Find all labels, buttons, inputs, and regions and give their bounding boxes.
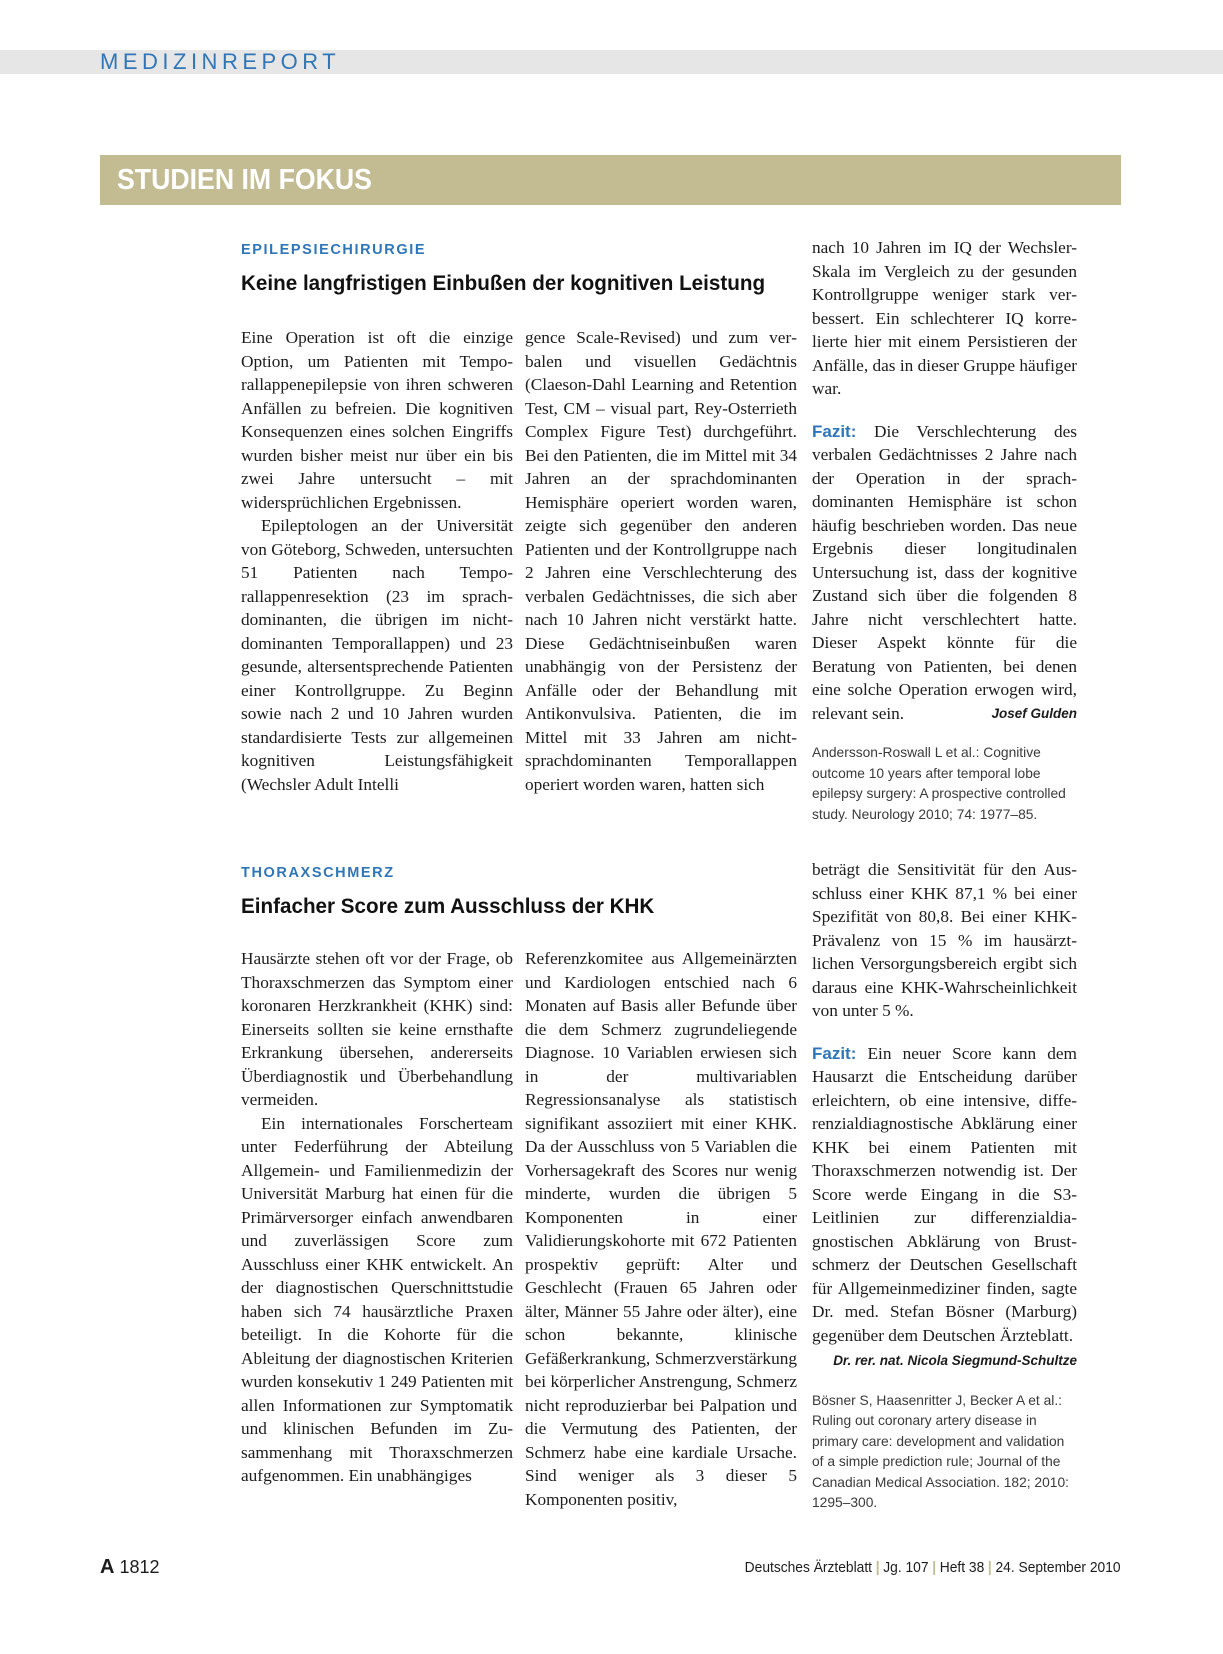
article1-paragraph: Eine Operation ist oft die einzige Option, um Patienten mit Temporallappenepilepsie von ihren schweren Anfällen zu befreien. Die kognitiven Konsequenzen eines solchen Eingriffs wurden bisher meist nur über ein bis zwei Jahre untersucht – mit widersprüchlichen Ergebnissen. — [241, 328, 513, 512]
journal-name: Deutsches Ärzteblatt — [745, 1559, 873, 1576]
article2-column-1 — [241, 947, 513, 1488]
article2-paragraph: Hausärzte stehen oft vor der Frage, ob Thoraxschmerzen das Symptom einer koronaren Herzkrankheit (KHK) sind: Einerseits sollten sie keine ernsthafte Erkrankung übersehen, andererseits Überdiagnostik und Überbehandlung vermeiden. — [241, 949, 513, 1109]
footer-separator: | — [932, 1559, 937, 1576]
footer-separator: | — [988, 1559, 993, 1576]
article2-column-3 — [812, 858, 1077, 1514]
fazit-label: Fazit: — [812, 1043, 857, 1063]
article1-reference: Andersson-Roswall L et al.: Cognitive outcome 10 years after temporal lobe epilepsy surgery: A prospective controlled study. Neurology 2010; 74: 1977–85. — [812, 745, 1066, 822]
article2-fazit — [812, 1042, 1077, 1348]
article1-author: Josef Gulden — [991, 705, 1077, 721]
article1-kicker: EPILEPSIECHIRURGIE — [241, 242, 427, 258]
article2-kicker: THORAXSCHMERZ — [241, 865, 395, 881]
fazit-text: Ein neuer Score kann dem Hausarzt die Entscheidung darüber erleichtern, ob eine intensive, differenzialdiagnostische Abklärung einer KHK bei einem Patienten mit Thoraxschmerzen notwendig ist. Der Score werde Eingang in die S3-Leitlinien zur differenzialdiagnostischen Abklärung von Brustschmerz der Deutschen Gesellschaft für Allgemeinmediziner finden, sagte Dr. med. Stefan Bösner (Marburg) gegenüber dem Deutschen Ärzteblatt. — [812, 1043, 1077, 1345]
article1-column-2 — [525, 326, 797, 796]
page-number-value: 1812 — [119, 1557, 160, 1577]
article1-paragraph: nach 10 Jahren im IQ der Wechsler-Skala im Vergleich zu der gesunden Kontrollgruppe weniger stark verbessert. Ein schlechterer IQ korrelierte hier mit einem Persistieren der Anfälle, das in dieser Gruppe häufiger war. — [812, 238, 1077, 398]
article1-headline: Keine langfristigen Einbußen der kognitiven Leistung — [241, 271, 766, 295]
article2-author: Dr. rer. nat. Nicola Siegmund-Schultze — [833, 1353, 1077, 1368]
section-banner — [100, 155, 1121, 205]
article2-column-2 — [525, 947, 797, 1511]
article2-reference: Bösner S, Haasenritter J, Becker A et al.: Ruling out coronary artery disease in primary care: development and validation of a simple prediction rule; Journal of the Canadian Medical Association. 182; 2010: 1295–300. — [812, 1392, 1069, 1510]
section-label: MEDIZINREPORT — [100, 49, 341, 74]
article1-paragraph: gence Scale-Revised) und zum verbalen und visuellen Gedächtnis (Claeson-Dahl Learning and Retention Test, CM – visual part, Rey-Osterrieth Complex Figure Test) durchgeführt. Bei den Patienten, die im Mittel mit 34 Jahren an der sprachdominanten Hemisphäre operiert worden waren, zeigte sich gegenüber den anderen Patienten und der Kontrollgruppe nach 2 Jahren eine Verschlechterung des verbalen Gedächtnisses, die sich aber nach 10 Jahren nicht verstärkt hatte. Diese Gedächtniseinbußen waren unabhängig von der Persistenz der Anfälle oder der Behandlung mit Antikonvulsiva. Patienten, die im Mittel mit 33 Jahren am nichtsprachdominanten Temporallappen operiert worden waren, hatten sich — [525, 328, 797, 794]
article1-fazit — [812, 420, 1077, 726]
article2-paragraph: Referenzkomitee aus Allgemeinärzten und Kardiologen entschied nach 6 Monaten auf Basis aller Befunde über die dem Schmerz zugrundeliegende Diagnose. 10 Variablen erwiesen sich in der multivariablen Regressionsanalyse als statistisch signifikant assoziiert mit einer KHK. Da der Ausschluss von 5 Variablen die Vorhersagekraft des Scores nur wenig minderte, wurden die übrigen 5 Komponenten in einer Validierungskohorte mit 672 Patienten prospektiv geprüft: Alter und Geschlecht (Frauen 65 Jahren oder älter, Männer 55 Jahre oder älter), eine schon bekannte, klinische Gefäßerkrankung, Schmerzverstärkung bei körperlicher Anstrengung, Schmerz nicht reproduzierbar bei Palpation und die Vermutung des Patienten, der Schmerz habe eine kardiale Ursache. Sind weniger als 3 dieser 5 Komponenten positiv, — [525, 949, 797, 1509]
article2-paragraph: beträgt die Sensitivität für den Ausschluss einer KHK 87,1 % bei einer Spezifität von 80,8. Bei einer KHK-Prävalenz von 15 % im hausärztlichen Versorgungsbereich ergibt sich daraus eine KHK-Wahrscheinlichkeit von unter 5 %. — [812, 860, 1077, 1020]
article1-paragraph: Epileptologen an der Universität von Göteborg, Schweden, untersuchten 51 Patienten nach Temporallappenresektion (23 im sprachdominanten, die übrigen im nichtdominanten Temporallappen) und 23 gesunde, altersentsprechende Patienten einer Kontrollgruppe. Zu Beginn sowie nach 2 und 10 Jahren wurden standardisierte Tests zur allgemeinen kognitiven Leistungsfähigkeit (Wechsler Adult Intelli — [241, 516, 513, 794]
article1-column-3 — [812, 236, 1077, 825]
article2-paragraph: Ein internationales Forscherteam unter Federführung der Abteilung Allgemein- und Familienmedizin der Universität Marburg hat einen für die Primärversorger einfach anwendbaren und zuverlässigen Score zum Ausschluss einer KHK entwickelt. An der diagnostischen Querschnittstudie haben sich 74 hausärztliche Praxen beteiligt. In die Kohorte für die Ableitung der diagnostischen Kriterien wurden konsekutiv 1 249 Patienten mit allen Informationen zur Symptomatik und klinischen Befunden im Zusammenhang mit Thoraxschmerzen aufgenommen. Ein unabhängiges — [241, 1113, 513, 1485]
journal-date: 24. September 2010 — [995, 1559, 1121, 1576]
footer-separator: | — [876, 1559, 881, 1576]
article2-headline: Einfacher Score zum Ausschluss der KHK — [241, 894, 655, 918]
journal-footer — [745, 1558, 1121, 1578]
fazit-label: Fazit: — [812, 421, 857, 441]
journal-volume: Jg. 107 — [883, 1559, 929, 1576]
banner-title: STUDIEN IM FOKUS — [117, 164, 372, 196]
page-letter: A — [100, 1556, 115, 1578]
journal-issue: Heft 38 — [940, 1559, 985, 1576]
fazit-text: Die Verschlechterung des verbalen Gedächtnisses 2 Jahre nach der Operation in der sprachdominanten Hemisphäre ist schon häufig beschrieben worden. Das neue Ergebnis dieser longitudinalen Untersuchung ist, dass der kognitive Zustand sich über die folgenden 8 Jahre nicht verschlechtert hatte. Dieser Aspekt könnte für die Beratung von Patienten, bei denen eine solche Operation erwogen wird, relevant sein. — [812, 421, 1077, 723]
article1-column-1 — [241, 326, 513, 796]
page-number — [100, 1556, 160, 1578]
